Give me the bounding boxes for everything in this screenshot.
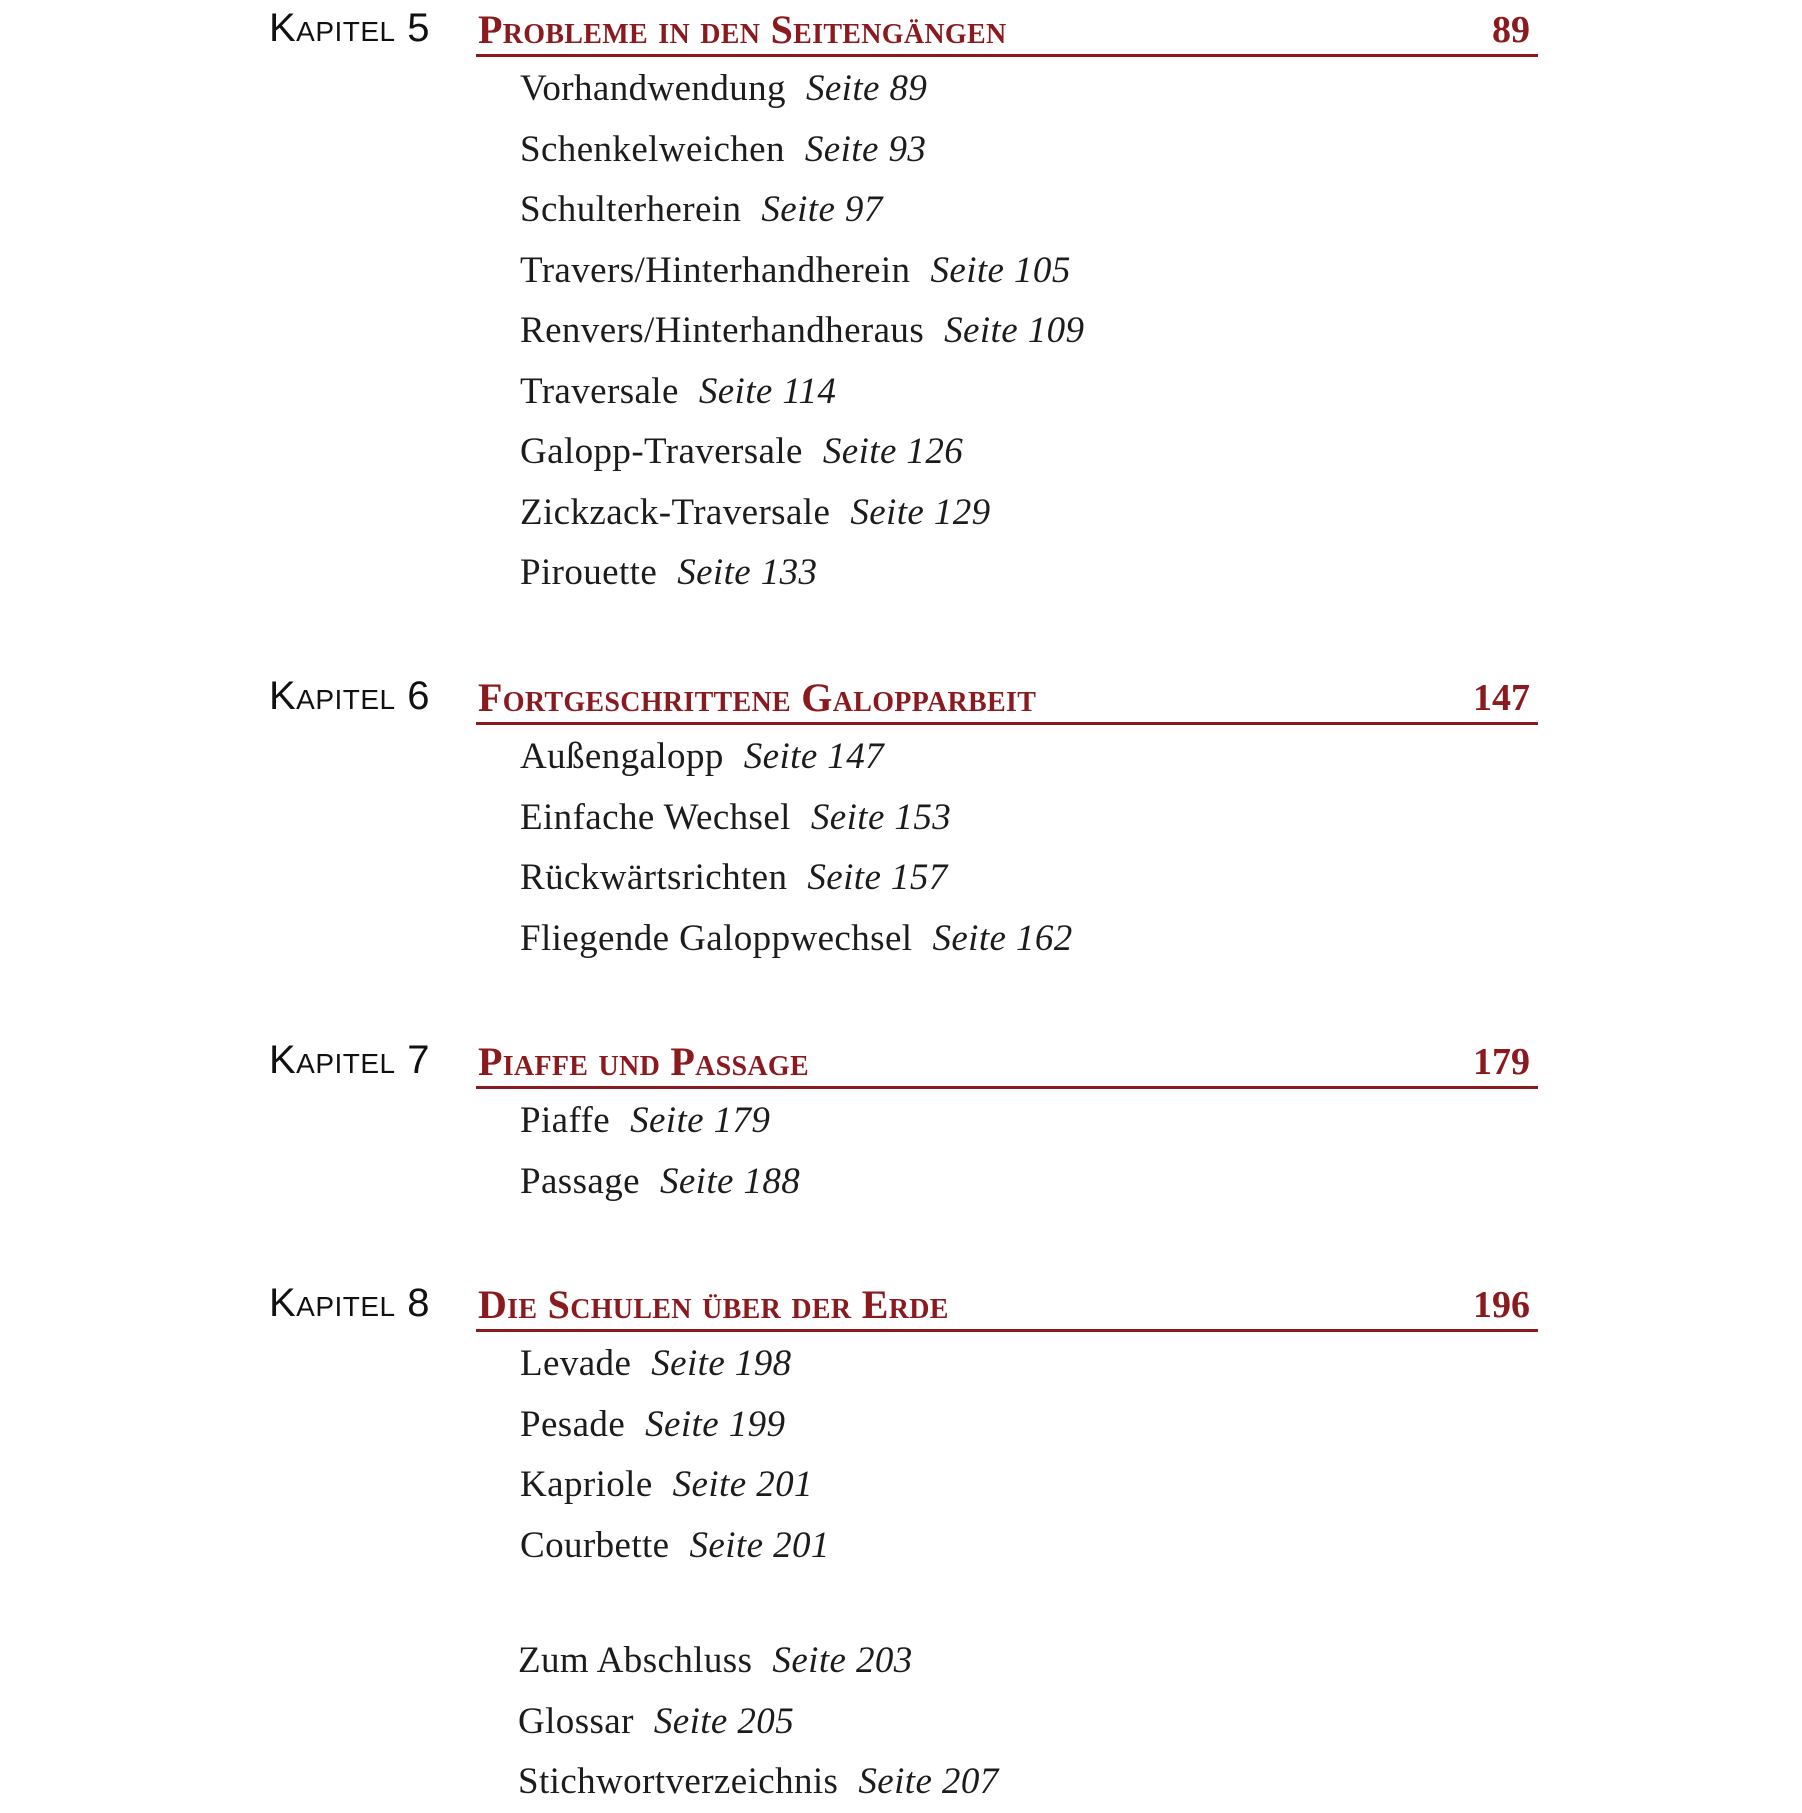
toc-entry[interactable] bbox=[520, 120, 1084, 181]
entry-page: Seite 147 bbox=[743, 736, 885, 777]
toc-entry[interactable] bbox=[520, 1334, 830, 1395]
entry-title: Passage bbox=[520, 1160, 640, 1202]
chapter-entries bbox=[520, 59, 1084, 604]
toc-entry[interactable] bbox=[520, 241, 1084, 302]
chapter-label: Kapitel 7 bbox=[268, 1038, 430, 1082]
entry-page: Seite 114 bbox=[698, 370, 837, 412]
toc-entry[interactable] bbox=[518, 1752, 999, 1813]
entry-page: Seite 89 bbox=[805, 68, 928, 109]
chapter-page-number: 196 bbox=[1473, 1284, 1530, 1326]
toc-entry[interactable] bbox=[520, 301, 1084, 362]
chapter-heading bbox=[476, 672, 1538, 725]
chapter-heading bbox=[476, 1279, 1538, 1332]
toc-entry[interactable] bbox=[520, 909, 1073, 970]
chapter-title[interactable]: Piaffe und Passage bbox=[478, 1039, 809, 1084]
entry-title: Piaffe bbox=[520, 1100, 611, 1141]
entry-page: Seite 207 bbox=[858, 1761, 999, 1802]
entry-title: Rückwärtsrichten bbox=[520, 857, 788, 898]
entry-title: Galopp-Traversale bbox=[520, 431, 803, 472]
toc-entry[interactable] bbox=[520, 1516, 830, 1577]
entry-title: Außengalopp bbox=[520, 736, 724, 777]
entry-title: Traversale bbox=[520, 370, 679, 412]
entry-title: Zum Abschluss bbox=[518, 1640, 753, 1681]
entry-page: Seite 205 bbox=[653, 1700, 795, 1742]
toc-entry[interactable] bbox=[520, 727, 1073, 788]
entry-page: Seite 157 bbox=[807, 857, 948, 898]
entry-title: Einfache Wechsel bbox=[520, 796, 791, 838]
entry-title: Schulterherein bbox=[520, 189, 742, 230]
chapter-page-number: 179 bbox=[1473, 1041, 1530, 1083]
entry-page: Seite 133 bbox=[677, 552, 818, 593]
entry-page: Seite 203 bbox=[772, 1640, 913, 1681]
chapter-entries bbox=[520, 1091, 800, 1212]
entry-page: Seite 162 bbox=[932, 917, 1073, 959]
toc-entry[interactable] bbox=[520, 1455, 830, 1516]
entry-title: Fliegende Galoppwechsel bbox=[520, 917, 913, 959]
entry-page: Seite 201 bbox=[672, 1464, 813, 1505]
entry-title: Renvers/Hinterhandheraus bbox=[520, 310, 925, 351]
toc-entry[interactable] bbox=[518, 1631, 999, 1692]
chapter-heading bbox=[476, 1036, 1538, 1089]
toc-entry[interactable] bbox=[520, 543, 1084, 604]
appendix-entries bbox=[518, 1631, 999, 1813]
toc-entry[interactable] bbox=[518, 1692, 999, 1753]
entry-title: Zickzack-Traversale bbox=[520, 491, 831, 533]
chapter-title[interactable]: Probleme in den Seitengängen bbox=[478, 7, 1007, 52]
entry-page: Seite 105 bbox=[930, 249, 1071, 291]
toc-entry[interactable] bbox=[520, 362, 1084, 423]
entry-title: Levade bbox=[520, 1343, 632, 1384]
entry-page: Seite 126 bbox=[822, 431, 964, 472]
toc-entry[interactable] bbox=[520, 848, 1073, 909]
chapter-label: Kapitel 6 bbox=[268, 674, 430, 718]
chapter-entries bbox=[520, 1334, 830, 1576]
entry-title: Vorhandwendung bbox=[520, 68, 786, 109]
entry-title: Schenkelweichen bbox=[520, 128, 785, 170]
chapter-heading bbox=[476, 4, 1538, 57]
entry-page: Seite 199 bbox=[645, 1403, 786, 1445]
chapter-label: Kapitel 5 bbox=[268, 6, 430, 50]
entry-page: Seite 129 bbox=[850, 491, 991, 533]
entry-page: Seite 109 bbox=[944, 310, 1085, 351]
entry-title: Courbette bbox=[520, 1524, 670, 1566]
chapter-label: Kapitel 8 bbox=[268, 1281, 430, 1325]
entry-page: Seite 179 bbox=[630, 1100, 771, 1141]
chapter-page-number: 147 bbox=[1473, 677, 1530, 719]
entry-page: Seite 93 bbox=[804, 128, 927, 170]
entry-title: Travers/Hinterhandherein bbox=[520, 249, 911, 291]
entry-page: Seite 97 bbox=[761, 189, 883, 230]
entry-title: Kapriole bbox=[520, 1464, 653, 1505]
entry-title: Pirouette bbox=[520, 552, 658, 593]
toc-entry[interactable] bbox=[520, 1091, 800, 1152]
toc-entry[interactable] bbox=[520, 483, 1084, 544]
toc-entry[interactable] bbox=[520, 59, 1084, 120]
toc-entry[interactable] bbox=[520, 180, 1084, 241]
toc-entry[interactable] bbox=[520, 1152, 800, 1213]
toc-entry[interactable] bbox=[520, 788, 1073, 849]
entry-page: Seite 153 bbox=[810, 796, 952, 838]
entry-page: Seite 198 bbox=[651, 1343, 792, 1384]
toc-entry[interactable] bbox=[520, 422, 1084, 483]
entry-title: Pesade bbox=[520, 1403, 626, 1445]
entry-page: Seite 201 bbox=[689, 1524, 830, 1566]
chapter-title[interactable]: Fortgeschrittene Galopparbeit bbox=[478, 675, 1037, 720]
chapter-title[interactable]: Die Schulen über der Erde bbox=[478, 1282, 949, 1327]
toc-entry[interactable] bbox=[520, 1395, 830, 1456]
entry-title: Stichwortverzeichnis bbox=[518, 1761, 839, 1802]
chapter-entries bbox=[520, 727, 1073, 969]
entry-page: Seite 188 bbox=[659, 1160, 801, 1202]
chapter-page-number: 89 bbox=[1492, 9, 1530, 51]
entry-title: Glossar bbox=[518, 1700, 634, 1742]
